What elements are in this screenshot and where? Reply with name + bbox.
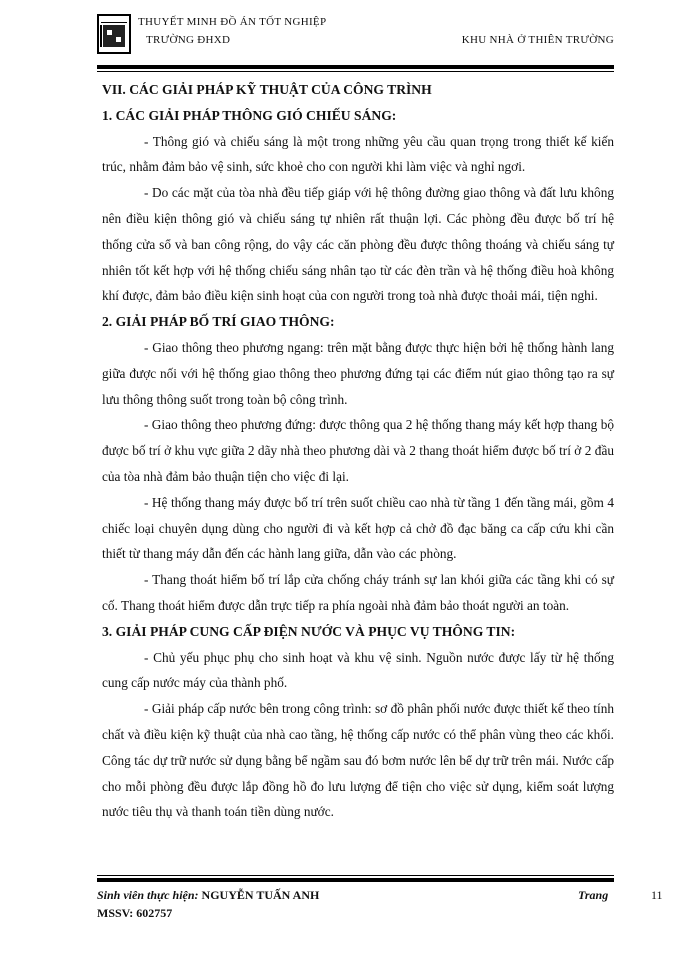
header-thesis-title: THUYẾT MINH ĐỒ ÁN TỐT NGHIỆP [138,16,327,28]
document-body [102,77,614,825]
paragraph: - Chủ yếu phục phụ cho sinh hoạt và khu vệ sinh. Nguồn nước được lấy từ hệ thống cung cấp nước máy của thành phố. [102,649,614,691]
paragraph: - Thông gió và chiếu sáng là một trong những yêu cầu quan trọng trong thiết kế kiến trúc, nhằm đảm bảo vệ sinh, sức khoẻ cho con người khi làm việc và nghỉ ngơi. [102,133,614,175]
footer-student-id: MSSV: 602757 [97,906,173,920]
paragraph: - Do các mặt của tòa nhà đều tiếp giáp với hệ thông đường giao thông và đất lưu không nên điều kiện thông gió và chiếu sáng tự nhiên rất thuận lợi. Các phòng đều được bố trí hệ thống cửa sổ và ban công rộng, do vậy các căn phòng đều được thông thoáng và chiếu sáng tự nhiên tốt kết hợp với hệ thống chiếu sáng nhân tạo từ các đèn trần và hệ thống điều hoà không khí được, đảm bảo điều kiện sinh hoạt của con người trong toà nhà được thoải mái, tiện nghi. [102,185,614,304]
paragraph: - Giao thông theo phương ngang: trên mặt bằng được thực hiện bởi hệ thống hành lang giữa được nối với hệ thống giao thông theo phương đứng tại các điểm nút giao thông tạo ra sự lưu thông thông suốt trong toàn bộ công trình. [102,339,614,407]
heading-traffic: 2. GIẢI PHÁP BỐ TRÍ GIAO THÔNG: [102,314,335,330]
student-label: Sinh viên thực hiện: [97,888,202,902]
university-logo-icon [97,14,131,54]
paragraph: - Giao thông theo phương đứng: được thông qua 2 hệ thống thang máy kết hợp thang bộ được bố trí ở khu vực giữa 2 dãy nhà theo phương dài và 2 thang thoát hiểm được bố trí ở 2 đầu của tòa nhà đảm bảo thuận tiện cho việc đi lại. [102,417,614,484]
paragraph: - Giải pháp cấp nước bên trong công trình: sơ đồ phân phối nước được thiết kế theo tính chất và điều kiện kỹ thuật của nhà cao tầng, hệ thống cấp nước có thể phân vùng theo các khối. Công tác dự trữ nước sử dụng bằng bể ngầm sau đó bơm nước lên bể dự trữ trên mái. Nước cấp cho mỗi phòng đều được lắp đồng hồ đo lưu lượng để tiện cho việc sử dụng, kiểm soát lượng nước tiêu thụ và thanh toán tiền dùng nước. [102,701,614,820]
header-university: TRƯỜNG ĐHXD [146,34,231,46]
paragraph: - Hệ thống thang máy được bố trí trên suốt chiều cao nhà từ tầng 1 đến tầng mái, gồm 4 chiếc loại chuyên dụng dùng cho người đi và kết hợp cả chở đồ đạc băng ca cấp cứu khi cần thiết từ thang máy dẫn đến các hành lang giữa, dẫn vào các phòng. [102,494,614,562]
footer-page-label: Trang [578,888,609,902]
section-title: VII. CÁC GIẢI PHÁP KỸ THUẬT CỦA CÔNG TRÌNH [102,82,432,97]
footer-student [97,888,319,903]
page-header [97,14,614,60]
header-divider [97,65,614,72]
heading-utilities: 3. GIẢI PHÁP CUNG CẤP ĐIỆN NƯỚC VÀ PHỤC VỤ THÔNG TIN: [102,623,516,639]
header-project-name: KHU NHÀ Ở THIÊN TRƯỜNG [461,34,614,46]
paragraph: - Thang thoát hiểm bố trí lắp cửa chống cháy tránh sự lan khói giữa các tầng khi có sự cố. Thang thoát hiểm được dẫn trực tiếp ra phía ngoài nhà đảm bảo thoát người an toàn. [102,572,614,613]
page-number: 11 [651,888,663,902]
heading-ventilation-lighting: 1. CÁC GIẢI PHÁP THÔNG GIÓ CHIẾU SÁNG: [102,107,397,123]
footer-divider [97,875,614,882]
student-name: NGUYỄN TUẤN ANH [201,888,320,902]
